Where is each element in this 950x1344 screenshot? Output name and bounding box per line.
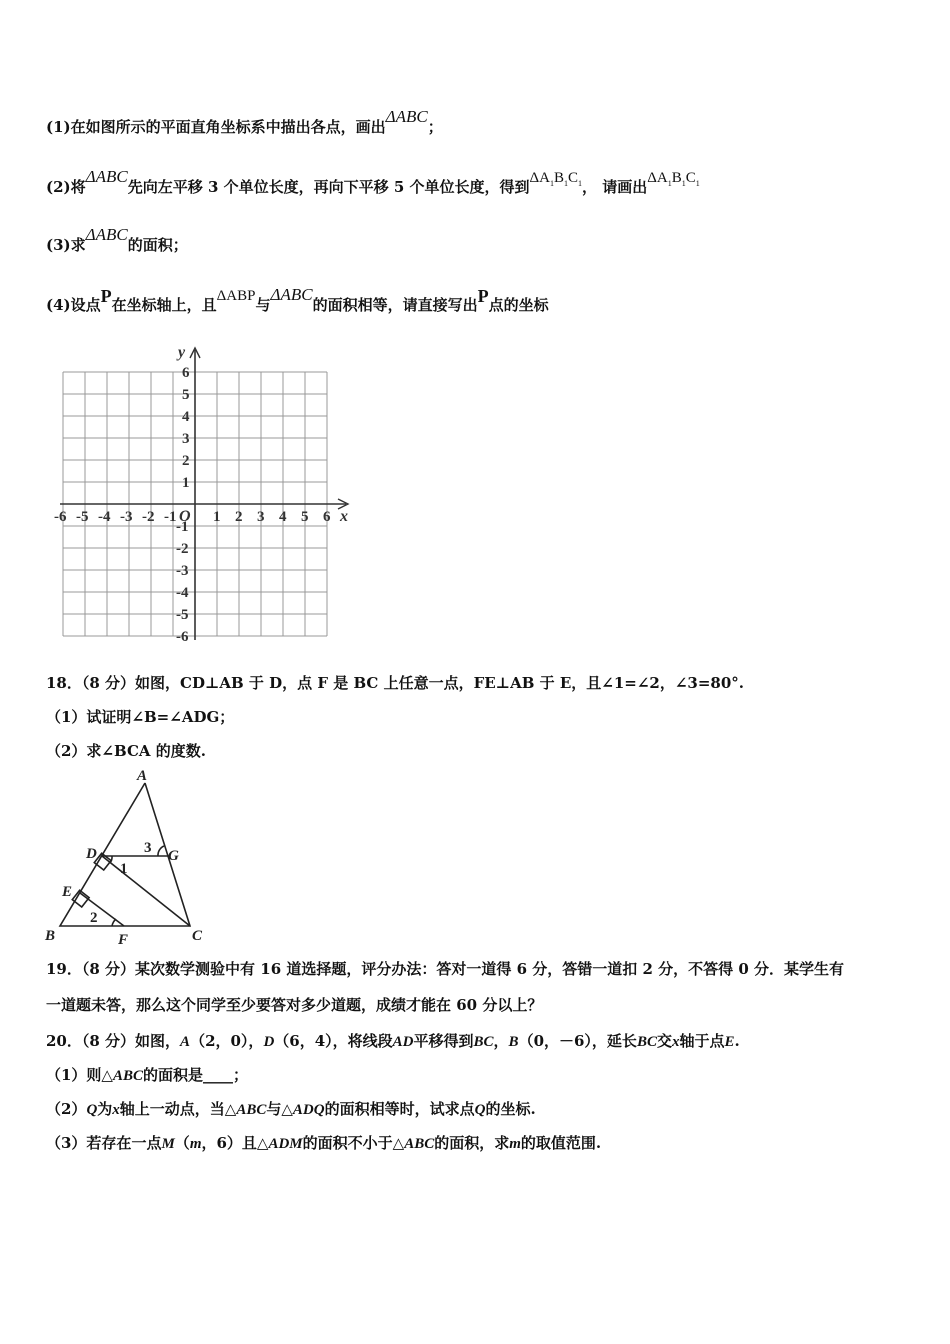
y-axis-label: y [178,344,186,361]
triangle-figure [40,768,220,948]
x-tick-label: -3 [120,509,133,525]
q18-part1: （1）试证明∠B=∠ADG； [46,708,235,726]
q17-part2: (2)将ΔABC先向左平移 3 个单位长度，再向下平移 5 个单位长度，得到$\Delta A_1B_1C_1$， 请画出$\Delta A_1B_1C_1$ [46,167,700,196]
x-tick-label: -5 [76,509,89,525]
origin-label: O [179,508,191,525]
y-tick-label: -4 [176,585,189,601]
label-2: 2 [90,910,98,926]
q17-part4: (4)设点P在坐标轴上，且ΔABP与ΔABC的面积相等，请直接写出P点的坐标 [46,285,549,314]
y-tick-label: 2 [182,453,190,469]
y-tick-label: -1 [176,519,189,535]
label-f: F [118,932,129,948]
x-tick-label: 3 [257,509,265,525]
x-tick-label: 6 [323,509,331,525]
label-g: G [168,848,179,864]
y-tick-label: 5 [182,387,190,403]
label-d: D [86,846,97,862]
y-tick-labels [176,365,190,645]
x-tick-label: -1 [164,509,177,525]
y-tick-label: -5 [176,607,189,623]
x-axis-label: x [340,508,348,525]
q20-stem: 20．（8 分）如图，A（2，0），D（6，4），将线段AD平移得到BC，B（0，－6），延长BC交x轴于点E. [46,1032,740,1050]
y-tick-label: -2 [176,541,189,557]
x-tick-label: -4 [98,509,111,525]
coordinate-grid [50,340,360,650]
label-a: A [137,768,148,784]
q20-part3: （3）若存在一点M（m，6）且△ADM的面积不小于△ABC的面积，求m的取值范围. [46,1134,602,1152]
angle-arc-2 [112,919,116,926]
segment-dc [102,856,190,926]
y-tick-label: -6 [176,629,189,645]
q17-part1: (1)在如图所示的平面直角坐标系中描出各点，画出ΔABC； [46,107,443,136]
q17-part3: (3)求ΔABC的面积； [46,225,188,254]
y-tick-label: 6 [182,365,190,381]
y-tick-label: 1 [182,475,190,491]
y-tick-label: -3 [176,563,189,579]
x-tick-labels [54,509,331,525]
segment-ef [80,893,124,926]
label-1: 1 [120,861,128,877]
angle-arc-3 [158,846,164,856]
label-e: E [62,884,73,900]
label-c: C [192,928,203,944]
x-tick-label: -2 [142,509,155,525]
q20-part1: （1）则△ABC的面积是____； [46,1066,249,1084]
label-b: B [45,928,56,944]
x-tick-label: -6 [54,509,67,525]
y-tick-label: 4 [182,409,190,425]
y-tick-label: 3 [182,431,190,447]
x-tick-label: 1 [213,509,221,525]
label-3: 3 [144,840,152,856]
q20-part2: （2）Q为x轴上一动点，当△ABC与△ADQ的面积相等时，试求点Q的坐标. [46,1100,536,1118]
x-tick-label: 2 [235,509,243,525]
q18-stem: 18．（8 分）如图，CD⊥AB 于 D，点 F 是 BC 上任意一点，FE⊥AB 于 E，且∠1=∠2，∠3=80°. [46,674,745,692]
q19-line2: 一道题未答，那么这个同学至少要答对多少道题，成绩才能在 60 分以上？ [46,996,543,1014]
q19-line1: 19．（8 分）某次数学测验中有 16 道选择题，评分办法：答对一道得 6 分，答错一道扣 2 分，不答得 0 分．某学生有 [46,960,845,978]
x-tick-label: 5 [301,509,309,525]
q18-part2: （2）求∠BCA 的度数. [46,742,206,760]
x-tick-label: 4 [279,509,287,525]
